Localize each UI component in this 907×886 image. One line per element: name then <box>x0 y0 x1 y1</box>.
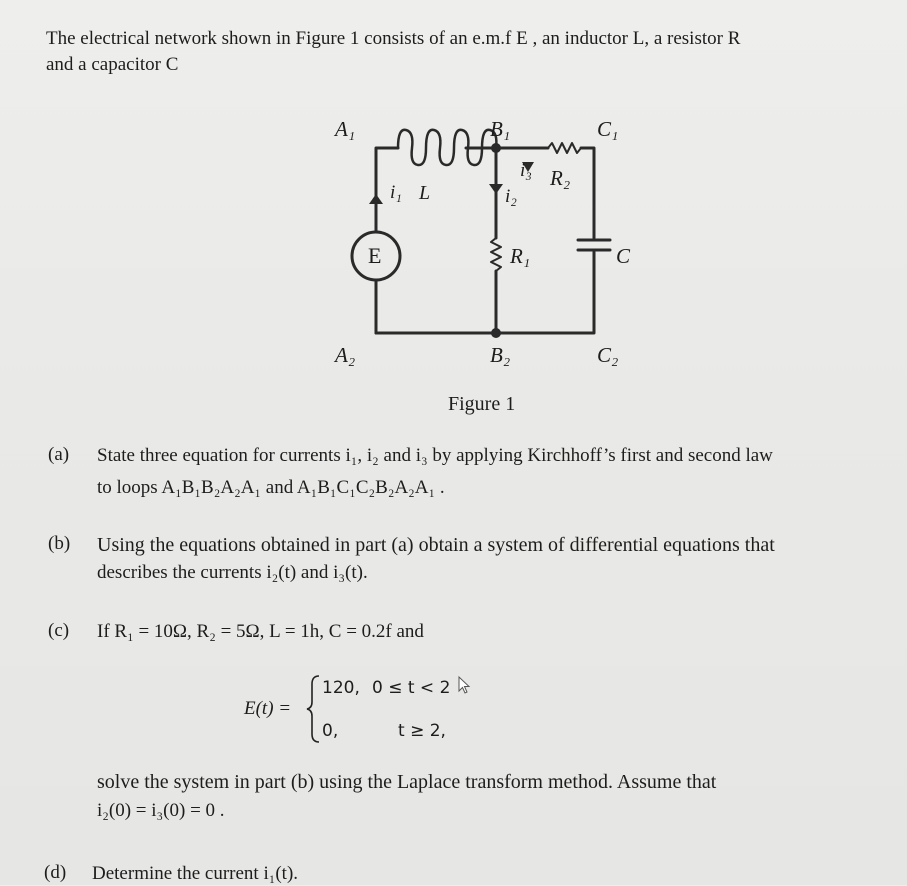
node-b1 <box>491 143 501 153</box>
intro-line-1: The electrical network shown in Figure 1 consists of an e.m.f E , an inductor L, a resistor R <box>46 28 741 49</box>
case-1-value: 120, <box>322 678 360 698</box>
part-d-letter: (d) <box>44 862 67 883</box>
part-a-line-2: to loops A₁B₁B₂A₂A₁ and A₁B₁C₁C₂B₂A₂A₁ . <box>97 477 445 498</box>
case-1-condition: 0 ≤ t < 2 <box>372 678 451 698</box>
part-c-letter: (c) <box>48 620 70 641</box>
label-i1: i₁ <box>390 182 402 203</box>
label-l: L <box>419 182 431 204</box>
label-r1: R₁ <box>510 244 531 268</box>
part-b-letter: (b) <box>48 533 71 554</box>
label-e: E <box>368 243 382 268</box>
case-2-condition: t ≥ 2, <box>398 721 446 741</box>
case-2-value: 0, <box>322 721 339 741</box>
arrow-i1 <box>369 194 383 204</box>
label-i3: i₃ <box>520 160 532 181</box>
part-a-line-1: State three equation for currents i₁, i₂ and i₃ by applying Kirchhoff’s first and second law <box>97 445 773 466</box>
cursor-arrow-icon <box>457 675 473 695</box>
part-c-line-2: solve the system in part (b) using the Laplace transform method. Assume that <box>97 771 717 793</box>
intro-line-2: and a capacitor C <box>46 54 179 75</box>
part-a-letter: (a) <box>48 444 70 465</box>
label-i2: i₂ <box>505 186 517 207</box>
resistor-r1 <box>491 238 501 271</box>
part-c-line-1: If R₁ = 10Ω, R₂ = 5Ω, L = 1h, C = 0.2f and <box>97 621 424 642</box>
part-b-line-1: Using the equations obtained in part (a) obtain a system of differential equations that <box>97 534 775 556</box>
arrow-i2 <box>489 184 503 194</box>
part-b-line-2: describes the currents i₂(t) and i₃(t). <box>97 562 368 583</box>
figure-caption: Figure 1 <box>448 393 516 415</box>
part-d-line-1: Determine the current i₁(t). <box>92 863 299 884</box>
label-a1: A₁ <box>335 117 356 141</box>
node-b2 <box>491 328 501 338</box>
label-c1: C₁ <box>597 117 619 141</box>
wire-c-c2 <box>376 252 594 333</box>
wire-r2-c1 <box>581 148 594 238</box>
label-b2: B₂ <box>490 343 511 367</box>
label-r2: R₂ <box>550 166 571 190</box>
part-c-line-3: i₂(0) = i₃(0) = 0 . <box>97 800 225 821</box>
equation-lhs: E(t) = <box>244 698 292 719</box>
label-c2: C₂ <box>597 343 619 367</box>
label-b1: B₁ <box>490 117 511 141</box>
label-c: C <box>616 244 631 268</box>
label-a2: A₂ <box>335 343 356 367</box>
resistor-r2 <box>548 143 581 153</box>
